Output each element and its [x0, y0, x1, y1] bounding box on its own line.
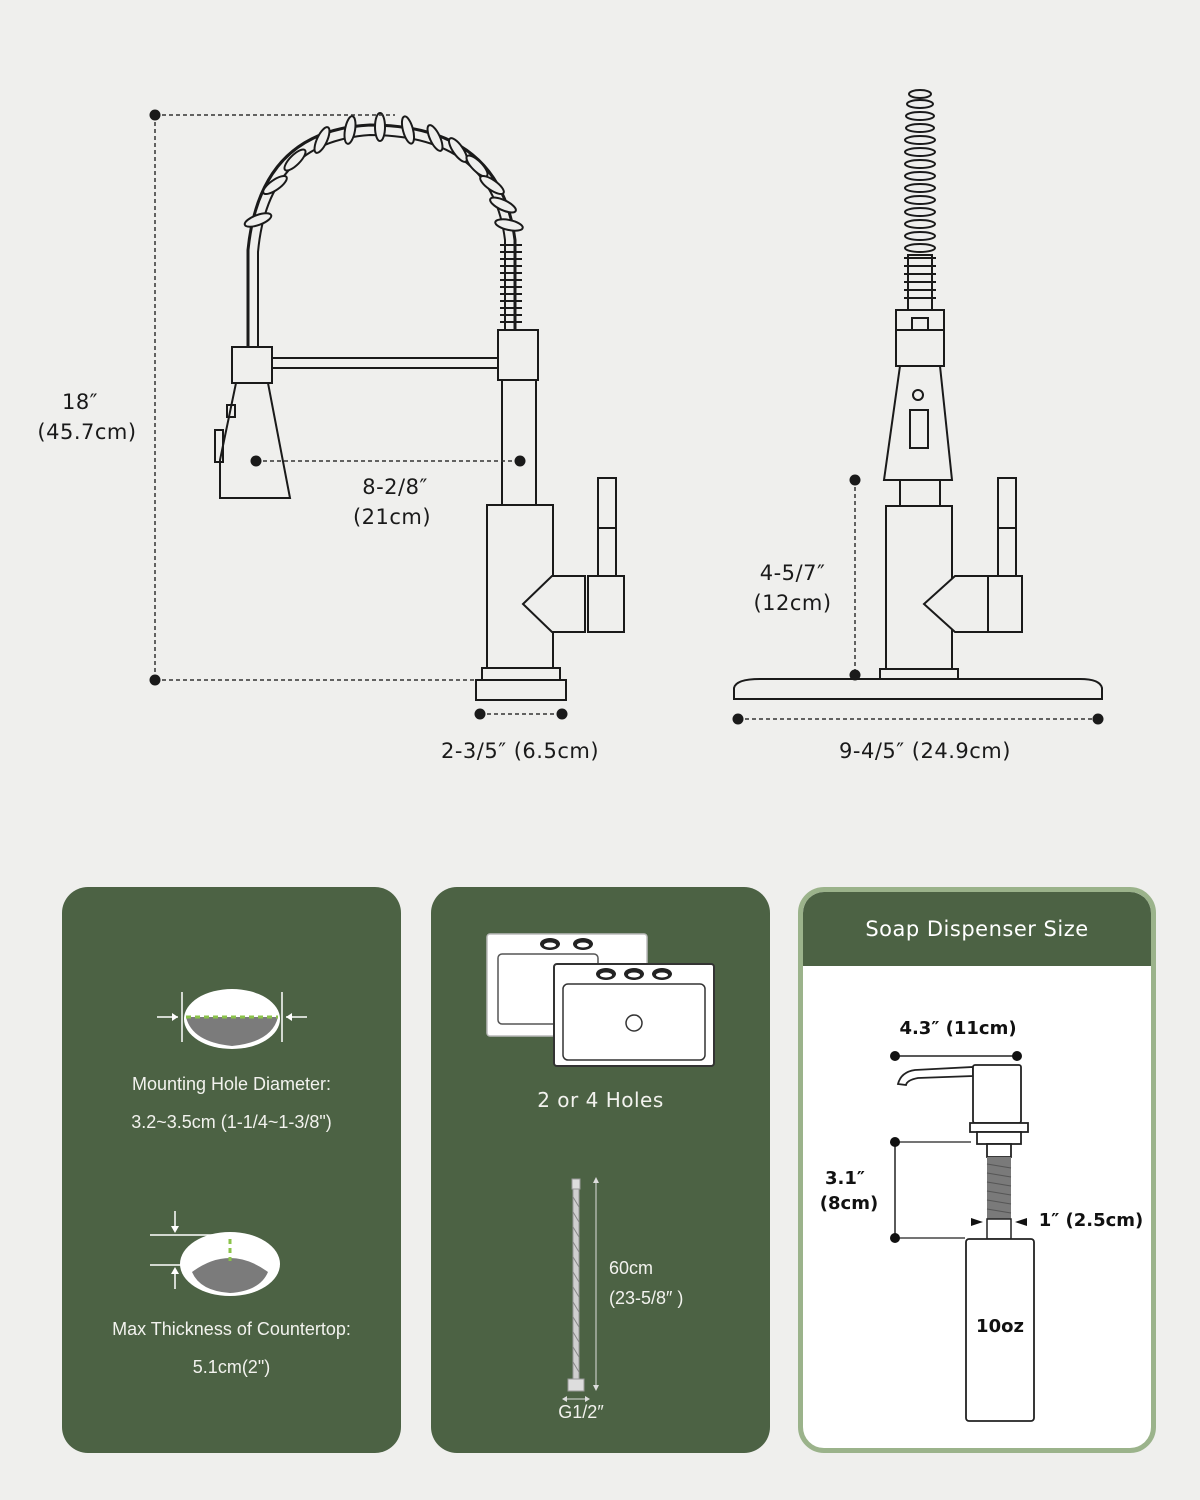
sink-holes-icon — [486, 932, 716, 1067]
holes-panel — [431, 887, 770, 1453]
holes-label: 2 or 4 Holes — [537, 1088, 664, 1112]
countertop-thickness-value: 5.1cm(2") — [192, 1357, 271, 1377]
spout-height-in-label: 4-5/7″ — [759, 561, 826, 585]
soap-height-cm-label: (8cm) — [819, 1193, 879, 1214]
supply-hose-icon — [556, 1177, 616, 1407]
deck-plate-width-label: 9-4/5″ (24.9cm) — [839, 739, 1011, 763]
countertop-thickness-label: Max Thickness of Countertop: — [112, 1319, 351, 1339]
height-cm-label: (45.7cm) — [37, 420, 137, 444]
hole-diameter-value: 3.2~3.5cm (1-1/4~1-3/8") — [131, 1112, 332, 1132]
hose-length-in: (23-5/8″ ) — [609, 1288, 684, 1308]
height-in-label: 18″ — [61, 390, 99, 414]
mounting-hole-icon — [152, 982, 312, 1057]
mounting-panel — [62, 887, 401, 1453]
reach-cm-label: (21cm) — [352, 505, 432, 529]
spout-height-cm-label: (12cm) — [753, 591, 832, 615]
hose-thread-label: G1/2″ — [558, 1402, 604, 1422]
hole-diameter-label: Mounting Hole Diameter: — [131, 1074, 332, 1094]
countertop-thickness-icon — [150, 1209, 310, 1299]
soap-shank-label: 1″ (2.5cm) — [1038, 1210, 1144, 1231]
soap-height-in-label: 3.1″ — [825, 1168, 865, 1189]
hose-length-cm: 60cm — [609, 1258, 654, 1278]
reach-in-label: 8-2/8″ — [362, 475, 428, 499]
soap-capacity-label: 10oz — [976, 1316, 1024, 1337]
soap-dispenser-title: Soap Dispenser Size — [803, 892, 1151, 966]
soap-width-label: 4.3″ (11cm) — [899, 1018, 1017, 1039]
soap-dispenser-panel — [798, 887, 1156, 1453]
base-width-label: 2-3/5″ (6.5cm) — [440, 739, 600, 763]
